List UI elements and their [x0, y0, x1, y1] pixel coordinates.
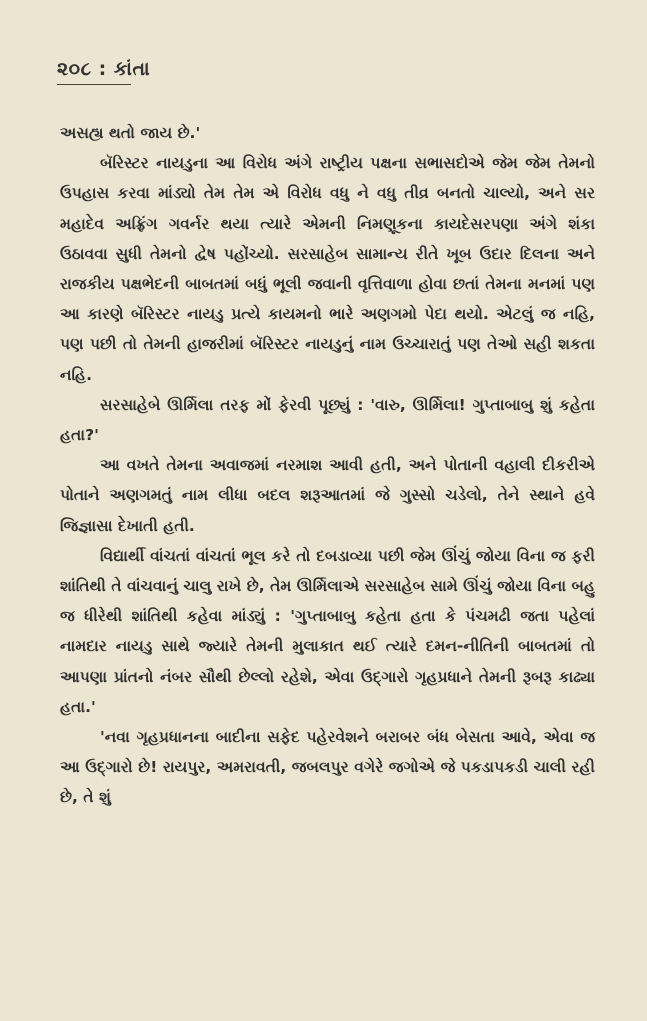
- header-rule: [57, 84, 131, 85]
- paragraph: અસહ્ય થતો જાય છે.': [60, 124, 201, 142]
- body-text: [60, 118, 595, 813]
- paragraph: 'નવા ગૃહપ્રધાનના બાદીના સફેદ પહેરવેશને બરાબર બંધ બેસતા આવે, એવા જ આ ઉદ્ગારો છે! રાયપુર, અમરાવતી, જબલપુર વગેરે જગોએ જે પકડાપકડી ચાલી રહી છે, તે શું: [60, 728, 595, 807]
- paragraph: સરસાહેબે ઊર્મિલા તરફ મોં ફેરવી પૂછ્યું : 'વારુ, ઊર્મિલા! ગુપ્તાબાબુ શું કહેતા હતા?': [60, 395, 595, 445]
- paragraph: આ વખતે તેમના અવાજમાં નરમાશ આવી હતી, અને પોતાની વહાલી દીકરીએ પોતાને અણગમતું નામ લીધા બદલ શરૂઆતમાં જે ગુસ્સો ચડેલો, તેને સ્થાને હવે જિજ્ઞાસા દેખાતી હતી.: [60, 456, 595, 535]
- paragraph: બૅરિસ્ટર નાયડુના આ વિરોધ અંગે રાષ્ટ્રીય પક્ષના સભાસદોએ જેમ જેમ તેમનો ઉપહાસ કરવા માંડ્યો તેમ તેમ એ વિરોધ વધુ ને વધુ તીવ્ર બનતો ચાલ્યો, અને સર મહાદેવ અફ્રિંગ ગવર્નર થયા ત્યારે એમની નિમણૂકના કાયદેસરપણા અંગે શંકા ઉઠાવવા સુધી તેમનો દ્વેષ પહોંચ્યો. સરસાહેબ સામાન્ય રીતે ખૂબ ઉદાર દિલના અને રાજકીય પક્ષભેદની બાબતમાં બધું ભૂલી જવાની વૃત્તિવાળા હોવા છતાં તેમના મનમાં પણ આ કારણે બૅરિસ્ટર નાયડુ પ્રત્યે કાયમનો ભારે અણગમો પેદા થયો. એટલું જ નહિ, પણ પછી તો તેમની હાજરીમાં બૅરિસ્ટર નાયડુનું નામ ઉચ્ચારાતું પણ તેઓ સહી શકતા નહિ.: [60, 154, 595, 384]
- running-head: ૨૦૮ : કાંતા: [57, 58, 151, 80]
- paragraph: વિદ્યાર્થી વાંચતાં વાંચતાં ભૂલ કરે તો દબડાવ્યા પછી જેમ ઊંચું જોયા વિના જ ફરી શાંતિથી તે વાંચવાનું ચાલુ રાખે છે, તેમ ઊર્મિલાએ સરસાહેબ સામે ઊંચું જોયા વિના બહુ જ ધીરેથી શાંતિથી કહેવા માંડ્યું : 'ગુપ્તાબાબુ કહેતા હતા કે પંચમઢી જતા પહેલાં નામદાર નાયડુ સાથે જ્યારે તેમની મુલાકાત થઈ ત્યારે દમન-નીતિની બાબતમાં તો આપણા પ્રાંતનો નંબર સૌથી છેલ્લો રહેશે, એવા ઉદ્ગારો ગૃહપ્રધાને તેમની રૂબરૂ કાઢ્યા હતા.': [60, 546, 595, 716]
